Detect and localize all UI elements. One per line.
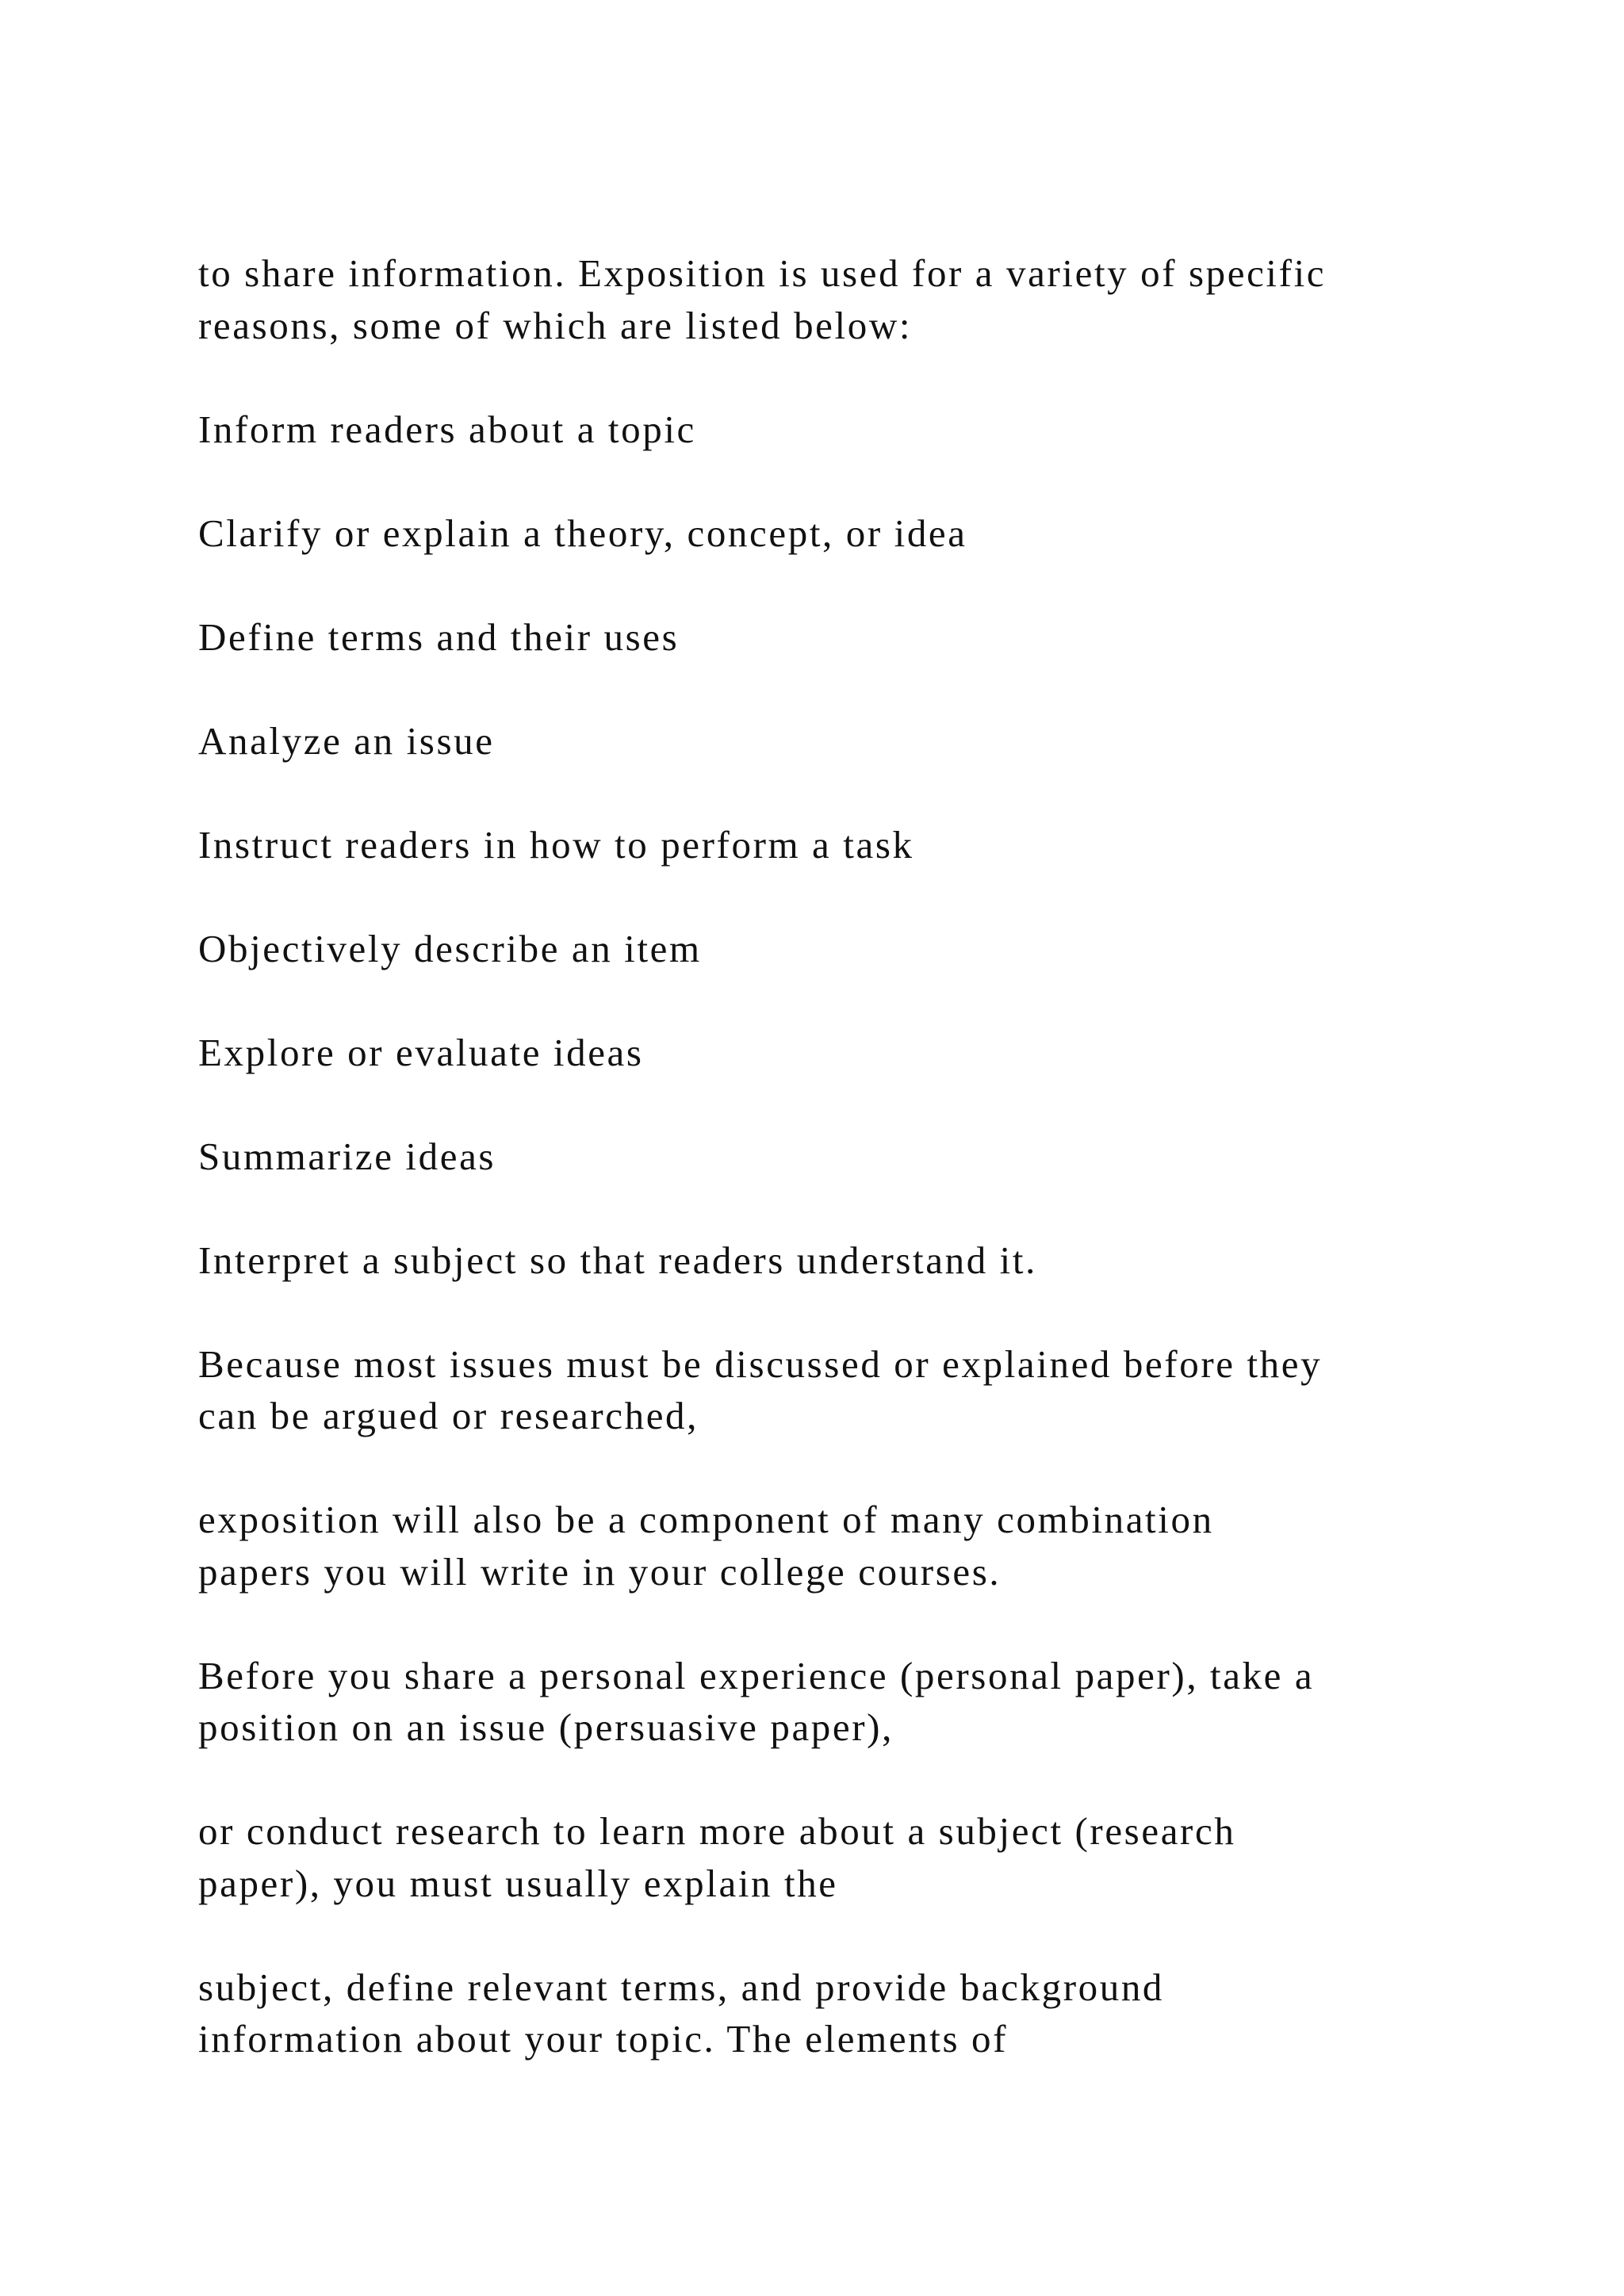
paragraph: subject, define relevant terms, and provide background information about your topic. The elements of bbox=[198, 1965, 1165, 2061]
paragraph: exposition will also be a component of many combination papers you will write in your college courses. bbox=[198, 1498, 1214, 1594]
paragraph: to share information. Exposition is used for a variety of specific reasons, some of which are listed below: bbox=[198, 251, 1327, 347]
list-item: Objectively describe an item bbox=[198, 926, 702, 970]
list-item: Instruct readers in how to perform a task bbox=[198, 822, 914, 867]
list-item: Interpret a subject so that readers understand it. bbox=[198, 1238, 1037, 1282]
paragraph: or conduct research to learn more about a subject (research paper), you must usually explain the bbox=[198, 1809, 1236, 1905]
list-item: Define terms and their uses bbox=[198, 614, 680, 659]
paragraph: Because most issues must be discussed or explained before they can be argued or researched, bbox=[198, 1341, 1323, 1437]
list-item: Explore or evaluate ideas bbox=[198, 1030, 644, 1074]
paragraph: Before you share a personal experience (personal paper), take a position on an issue (persuasive paper), bbox=[198, 1653, 1315, 1749]
list-item: Inform readers about a topic bbox=[198, 407, 696, 451]
document-body bbox=[198, 247, 1546, 2117]
list-item: Summarize ideas bbox=[198, 1134, 496, 1178]
list-item: Clarify or explain a theory, concept, or idea bbox=[198, 511, 967, 555]
list-item: Analyze an issue bbox=[198, 718, 495, 763]
